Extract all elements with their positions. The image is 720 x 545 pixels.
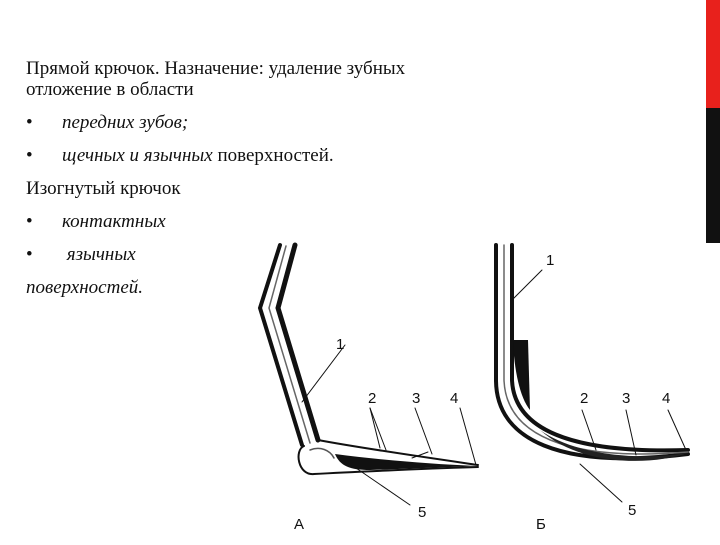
curved-hook-tail: поверхностей. — [26, 277, 143, 298]
label-a-4: 4 — [450, 390, 459, 407]
label-a-1: 1 — [336, 336, 345, 353]
label-b-3: 3 — [622, 390, 631, 407]
curved-hook-drawing — [496, 245, 688, 502]
bullet-icon: • — [26, 211, 33, 232]
bullet-icon: • — [26, 112, 33, 133]
label-b-1: 1 — [546, 252, 555, 269]
list-item-plain: поверхностей. — [212, 145, 334, 166]
straight-hook-drawing — [260, 245, 478, 505]
list-item — [26, 112, 526, 133]
title-line-1: Прямой крючок. Назначение: удаление зубных — [26, 58, 406, 79]
list-item-italic: контактных — [62, 211, 166, 232]
label-b-4: 4 — [662, 390, 671, 407]
side-accent-red — [706, 0, 720, 108]
label-a-5: 5 — [418, 504, 427, 521]
list-item-italic: язычных — [62, 244, 136, 265]
curved-hook-title: Изогнутый крючок — [26, 178, 181, 199]
side-accent-black — [706, 108, 720, 243]
caption-b: Б — [536, 516, 546, 533]
hook-instruments-figure — [250, 240, 700, 540]
label-a-2: 2 — [368, 390, 377, 407]
title-line-2: отложение в области — [26, 79, 194, 100]
label-b-5: 5 — [628, 502, 637, 519]
label-b-2: 2 — [580, 390, 589, 407]
bullet-icon: • — [26, 145, 33, 166]
caption-a: А — [294, 516, 305, 533]
list-item-italic: передних зубов; — [62, 112, 189, 133]
list-item-italic: щечных и язычных — [62, 145, 213, 166]
list-item — [26, 145, 526, 166]
label-a-3: 3 — [412, 390, 421, 407]
side-accent-bar — [706, 0, 720, 540]
hook-drawing — [250, 240, 700, 540]
bullet-icon: • — [26, 244, 33, 265]
list-item — [26, 211, 526, 232]
